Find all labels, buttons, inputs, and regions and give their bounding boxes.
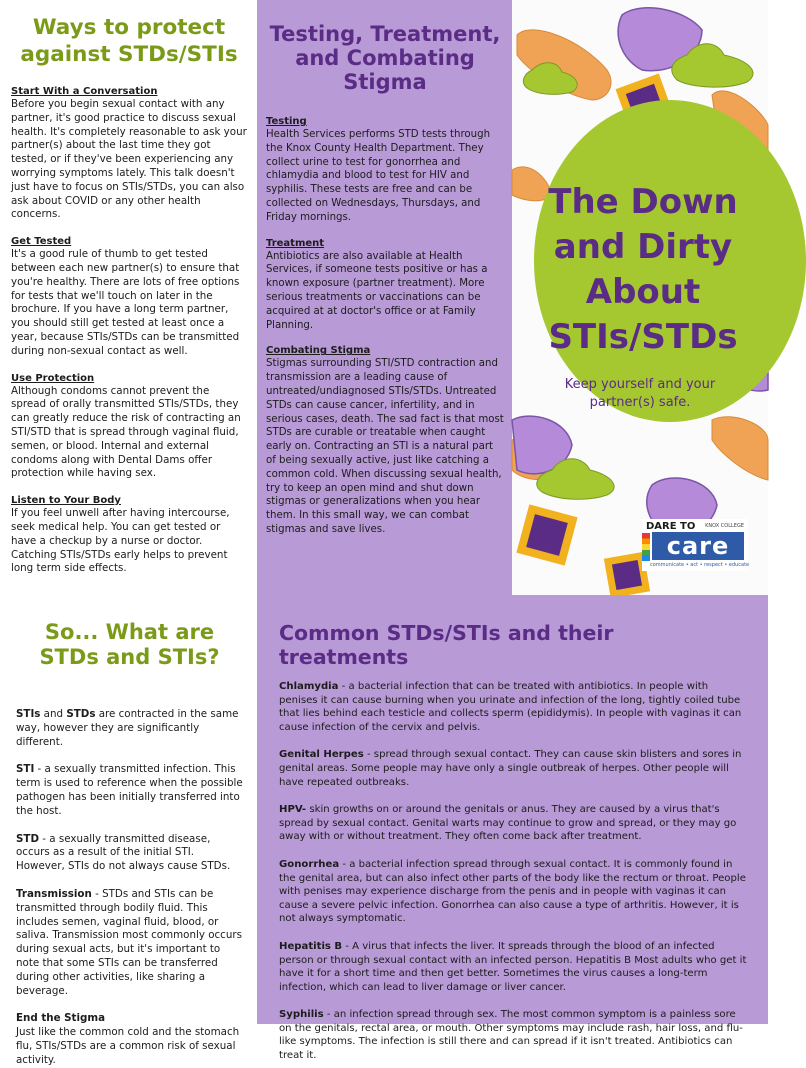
section-get-tested [11,235,247,358]
section-treatment [266,237,504,333]
section-body: It's a good rule of thumb to get tested between each new partner(s) to ensure that you're healthy. There are lots of free options for tests that we'll touch on later in the brochure. If you have a long term partner, you should still get tested at least once a year, because STIs/STDs can be transmitted during non-sexual contact as well. [11,248,240,357]
protection-title: Ways to protect against STDs/STIs [20,15,238,67]
definition-item: STD - a sexually transmitted disease, occurs as a result of the initial STI. However, STIs do not always cause STDs. [16,832,231,873]
section-heading: Start With a Conversation [11,86,158,97]
testing-panel [257,0,512,595]
section-heading: Get Tested [11,236,72,248]
logo-college: KNOX COLLEGE [705,523,744,529]
section-heading: Testing [266,116,307,127]
section-body: Stigmas surrounding STI/STD contraction and transmission are a leading cause of untreated/undiagnosed STIs/STDs. Untreated STDs can cause cancer, infertility, and in serious cases, death. The sad fact is that most STDs are curable or treatable when caught early on. Contracting an STI is a natural part of being sexually active, just like catching a common cold. When discussing sexual health, try to keep an open mind and shut down stigmas or generalizations when you hear them. In this small way, we can combat stigmas and save lives. [266,358,504,535]
cover-title-line: STIs/STDs [548,317,738,357]
logo-tagline: communicate • act • respect • educate [650,562,750,568]
section-body: Antibiotics are also available at Health Services, if someone tests positive or has a known exposure (partner treatment). More serious treatments or vaccinations can be acquired at at doctor's office or at Family Planning. [266,250,488,331]
definition-item: Transmission - STDs and STIs can be transmitted through bodily fluid. This includes semen, vaginal fluid, blood, or saliva. Transmission most commonly occurs during sexual acts, but it's important to note that some STIs can be transferred during other activities, like sharing a beverage. [16,887,242,997]
std-item: Syphilis - an infection spread through sex. The most common symptom is a painless sore on the genitals, rectal area, or mouth. Other symptoms may include rash, hair loss, and flu-like symptoms. The infection is still there and can spread if it isn't treated. Antibiotics can treat it. [279,1009,743,1062]
std-item: HPV- skin growths on or around the genitals or anus. They are caused by a virus that's spread by sexual contact. Genital warts may continue to grow and spread, or they may go away with or without treatment. They often come back after treatment. [279,804,737,843]
cover-title [520,180,766,360]
std-item: Chlamydia - a bacterial infection that can be treated with antibiotics. In people with penises it can cause burning when you urinate and infection of the long, tightly coiled tube that lies behind each testicle and collects sperm (epididymis). In people with vaginas it can cause infection of the cervix and pelvis. [279,681,742,733]
std-item: Genital Herpes - spread through sexual contact. They can cause skin blisters and sores in genital areas. Some people may have only a single outbreak of herpes. Other people will have repeated outbreaks. [279,749,742,788]
dare-to-care-logo [642,519,748,571]
cover-title-line: and Dirty [553,227,733,267]
section-heading: Listen to Your Body [11,495,121,507]
section-body: Before you begin sexual contact with any partner, it's good practice to discuss sexual health. It's completely reasonable to ask your partner(s) about the last time they got tested, or if they've been experiencing any worrying symptoms lately. This talk doesn't just have to focus on STIs/STDs, you can also ask about COVID or any other health concerns. [11,98,247,221]
section-testing [266,115,504,225]
common-stds-panel [257,595,768,1062]
definition-item: STIs and STDs are contracted in the same way, however they are significantly different. [16,708,239,748]
definitions-panel [0,605,257,1066]
logo-dare-to: DARE TO [646,521,696,532]
section-listen-body [11,494,247,576]
definition-item: STI - a sexually transmitted infection. This term is used to reference when the possible pathogen has been initially transferred into the host. [16,763,243,817]
logo-rainbow-bar [642,533,650,561]
std-item: Gonorrhea - a bacterial infection spread through sexual contact. It is commonly found in the genital area, but can also infect other parts of the body like the rectum or throat. People with penises may experience discharge from the penis and in people with vaginas it can cause a severe pelvic infection. Gonorrhea can also cause a type of arthritis. However, it is not always symptomatic. [279,858,746,925]
section-heading: Use Protection [11,372,95,384]
definitions-title: So... What are STDs and STIs? [39,620,220,669]
testing-title: Testing, Treatment, and Combating Stigma [269,22,501,94]
section-stigma [266,344,504,536]
section-body: If you feel unwell after having intercourse, seek medical help. You can get tested or have a checkup by a nurse or doctor. Catching STIs/STDs early helps to prevent long term side effects. [11,507,230,575]
std-item: Hepatitis B - A virus that infects the liver. It spreads through the blood of an infected person or through sexual contact with an infected person. Hepatitis B Most adults who get it have it for a short time and then get better. Sometimes the virus causes a long-term infection, which can lead to liver damage or liver cancer. [279,940,747,993]
cover-title-line: The Down [548,182,738,222]
section-body: Although condoms cannot prevent the spread of orally transmitted STIs/STDs, they can greatly reduce the risk of contracting an STI/STD that is spread through vaginal fluid, semen, or blood. Internal and external condoms along with Dental Dams offer protection while having sex. [11,384,241,480]
cover-title-line: About [585,272,701,312]
cover-subtitle: Keep yourself and your partner(s) safe. [564,377,716,410]
section-heading: Combating Stigma [266,345,371,357]
protection-panel [0,0,257,595]
section-body: Health Services performs STD tests through the Knox County Health Department. They collect urine to test for gonorrhea and chlamydia and blood to test for HIV and syphilis. These tests are free and can be collected on Wednesdays, Thursdays, and Friday mornings. [266,129,491,223]
common-stds-title: Common STDs/STIs and their treatments [279,621,614,669]
logo-care-word: care [652,532,744,560]
section-use-protection [11,372,247,482]
definition-item: End the Stigma Just like the common cold and the stomach flu, STIs/STDs are a common risk of sexual activity. [16,1012,240,1066]
section-heading: Treatment [266,237,325,249]
section-conversation [11,85,247,222]
